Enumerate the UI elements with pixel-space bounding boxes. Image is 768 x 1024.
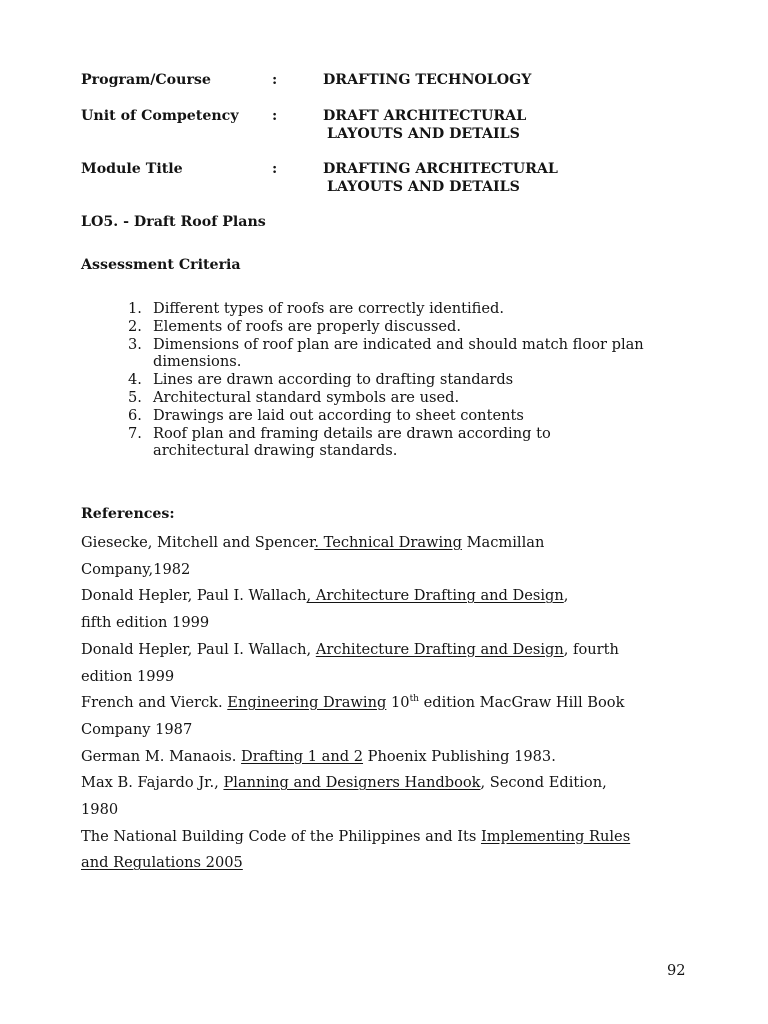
- reference-text: 10: [386, 694, 410, 712]
- reference-text: edition 1999: [81, 667, 175, 685]
- reference-title: Drafting 1 and 2: [241, 747, 364, 765]
- criteria-number: 7.: [128, 424, 142, 442]
- module-title-value-line: DRAFTING ARCHITECTURAL: [323, 161, 558, 177]
- reference-entry: [81, 770, 681, 823]
- reference-title: , Architecture Drafting and Design: [306, 587, 564, 605]
- references-list: [81, 530, 681, 877]
- reference-text: Max B. Fajardo Jr.,: [81, 774, 224, 792]
- reference-line: [81, 850, 681, 877]
- reference-entry: [81, 530, 681, 583]
- criteria-text: Drawings are laid out according to sheet contents: [153, 406, 524, 424]
- learning-outcome-heading: LO5. - Draft Roof Plans: [81, 214, 266, 230]
- reference-text: Donald Hepler, Paul I. Wallach: [81, 587, 307, 605]
- module-title-value: [323, 160, 558, 196]
- criteria-text-continued: dimensions.: [153, 353, 242, 371]
- reference-entry: [81, 690, 681, 743]
- module-title-colon: :: [272, 161, 278, 177]
- criteria-number: 1.: [128, 300, 142, 317]
- module-title-value-line: LAYOUTS AND DETAILS: [327, 179, 520, 195]
- reference-text: Giesecke, Mitchell and Spencer: [81, 534, 315, 551]
- reference-text: , fourth: [563, 640, 619, 658]
- reference-line: [81, 557, 681, 584]
- criteria-number: 2.: [128, 317, 142, 335]
- criteria-item: [128, 336, 708, 372]
- criteria-number: 6.: [128, 406, 142, 424]
- assessment-criteria-list: [128, 300, 708, 460]
- program-course-colon: :: [272, 72, 278, 88]
- reference-line: [81, 664, 681, 691]
- criteria-text: Roof plan and framing details are drawn according to: [153, 424, 551, 442]
- reference-text: German M. Manaois.: [81, 747, 242, 765]
- reference-title: Planning and Designers Handbook: [223, 774, 481, 792]
- program-course-value: [323, 71, 531, 89]
- reference-text: The National Building Code of the Philippines and Its: [81, 827, 481, 845]
- reference-entry: [81, 824, 681, 877]
- criteria-item: [128, 371, 708, 389]
- page-number: 92: [667, 962, 686, 979]
- reference-superscript: th: [409, 694, 419, 705]
- reference-text: Company 1987: [81, 720, 193, 738]
- reference-text: 1980: [81, 801, 119, 819]
- reference-line: [81, 637, 681, 664]
- reference-line: [81, 610, 681, 637]
- reference-entry: [81, 583, 681, 636]
- reference-text: edition MacGraw Hill Book: [418, 694, 625, 712]
- reference-text: ,: [563, 587, 569, 605]
- reference-text: , Second Edition,: [480, 774, 607, 792]
- reference-title: Architecture Drafting and Design: [315, 640, 564, 658]
- reference-text: Macmillan: [461, 534, 545, 551]
- criteria-item: [128, 389, 708, 407]
- criteria-number: 5.: [128, 388, 142, 406]
- criteria-text-continued: architectural drawing standards.: [153, 442, 398, 460]
- unit-of-competency-value-line: DRAFT ARCHITECTURAL: [323, 108, 527, 124]
- assessment-criteria-heading: Assessment Criteria: [81, 257, 241, 273]
- reference-text: French and Vierck.: [81, 694, 228, 712]
- reference-line: [81, 690, 681, 717]
- reference-text: Phoenix Publishing 1983.: [363, 747, 556, 765]
- criteria-text: Dimensions of roof plan are indicated and should match floor plan: [153, 335, 644, 353]
- program-course-label: Program/Course: [81, 72, 211, 88]
- reference-line: [81, 530, 681, 557]
- criteria-text: Elements of roofs are properly discussed.: [153, 317, 461, 335]
- reference-title: . Technical Drawing: [314, 534, 462, 551]
- reference-text: Donald Hepler, Paul I. Wallach,: [81, 640, 316, 658]
- unit-of-competency-value: [323, 107, 526, 143]
- reference-text: fifth edition 1999: [81, 614, 210, 632]
- reference-line: [81, 744, 681, 771]
- reference-title: and Regulations 2005: [81, 854, 243, 872]
- reference-title: Implementing Rules: [480, 827, 631, 845]
- reference-entry: [81, 637, 681, 690]
- reference-line: [81, 717, 681, 744]
- criteria-number: 4.: [128, 371, 142, 389]
- reference-line: [81, 797, 681, 824]
- criteria-text: Different types of roofs are correctly identified.: [153, 300, 505, 317]
- criteria-number: 3.: [128, 335, 142, 353]
- criteria-item: [128, 407, 708, 425]
- criteria-text: Lines are drawn according to drafting standards: [153, 371, 514, 389]
- criteria-item: [128, 318, 708, 336]
- reference-line: [81, 583, 681, 610]
- reference-text: Company,1982: [81, 560, 191, 578]
- unit-of-competency-value-line: LAYOUTS AND DETAILS: [327, 126, 520, 142]
- module-title-label: Module Title: [81, 161, 183, 177]
- unit-of-competency-label: Unit of Competency: [81, 108, 239, 124]
- reference-line: [81, 770, 681, 797]
- reference-title: Engineering Drawing: [227, 694, 387, 712]
- criteria-item: [128, 425, 708, 461]
- references-heading: References:: [81, 506, 175, 522]
- program-course-value-line: DRAFTING TECHNOLOGY: [323, 72, 532, 88]
- reference-entry: [81, 744, 681, 771]
- reference-line: [81, 824, 681, 851]
- criteria-text: Architectural standard symbols are used.: [153, 388, 460, 406]
- unit-of-competency-colon: :: [272, 108, 278, 124]
- criteria-item: [128, 300, 708, 318]
